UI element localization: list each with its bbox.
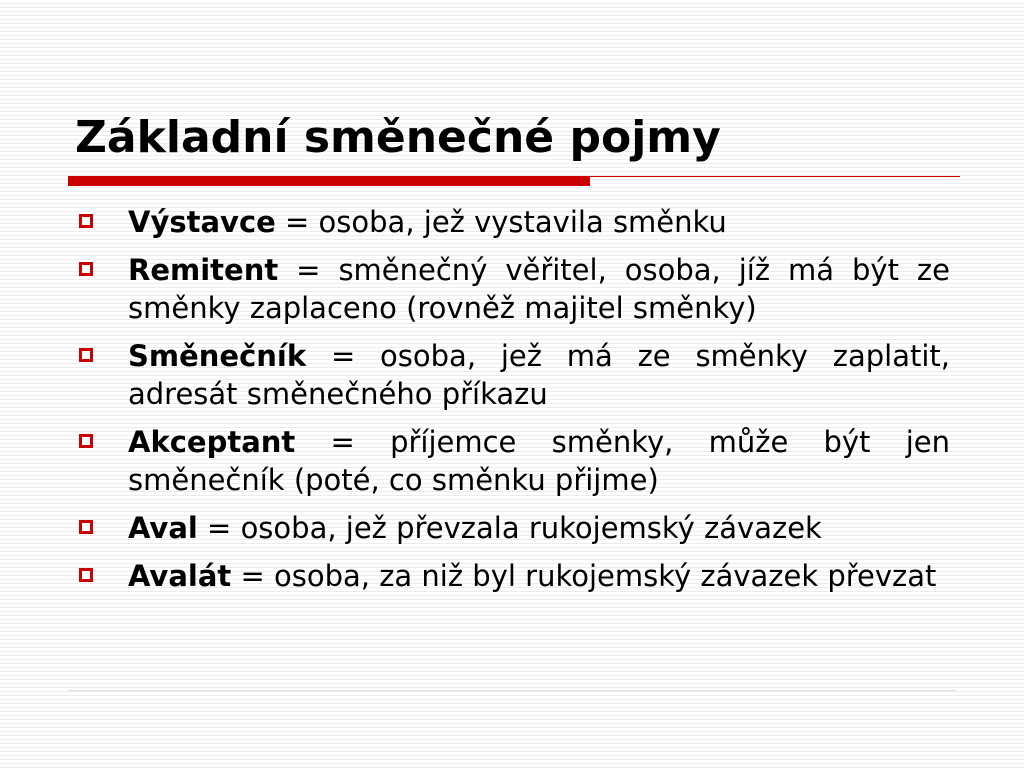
bullet-item-smenecnik <box>76 337 950 413</box>
bullet-item-avalat <box>76 557 950 595</box>
hollow-square-icon <box>79 520 93 534</box>
hollow-square-icon <box>79 262 93 276</box>
bullet-term: Akceptant <box>128 425 296 459</box>
bullet-term: Aval <box>128 511 198 545</box>
bottom-divider <box>68 690 956 691</box>
hollow-square-icon <box>79 434 93 448</box>
bullet-definition: = směnečný věřitel, osoba, jíž má být ze směnky zaplaceno (rovněž majitel směnky) <box>128 253 950 325</box>
bullet-list <box>76 203 950 605</box>
bullet-term: Avalát <box>128 559 232 593</box>
bullet-definition: = osoba, jež vystavila směnku <box>275 205 727 239</box>
hollow-square-icon <box>79 568 93 582</box>
bullet-definition: = osoba, jež má ze směnky zaplatit, adresát směnečného příkazu <box>128 339 950 411</box>
slide-title: Základní směnečné pojmy <box>75 112 721 163</box>
bullet-definition: = příjemce směnky, může být jen směnečník (poté, co směnku přijme) <box>128 425 950 497</box>
bullet-item-vystavce <box>76 203 950 241</box>
hollow-square-icon <box>79 348 93 362</box>
bullet-item-aval <box>76 509 950 547</box>
bullet-definition: = osoba, za niž byl rukojemský závazek převzat <box>231 559 937 593</box>
bullet-definition: = osoba, jež převzala rukojemský závazek <box>197 511 822 545</box>
hollow-square-icon <box>79 214 93 228</box>
title-accent-bar <box>68 176 590 186</box>
bullet-item-remitent <box>76 251 950 327</box>
bullet-term: Remitent <box>128 253 279 287</box>
bullet-term: Směnečník <box>128 339 307 373</box>
bullet-item-akceptant <box>76 423 950 499</box>
bullet-term: Výstavce <box>128 205 276 239</box>
